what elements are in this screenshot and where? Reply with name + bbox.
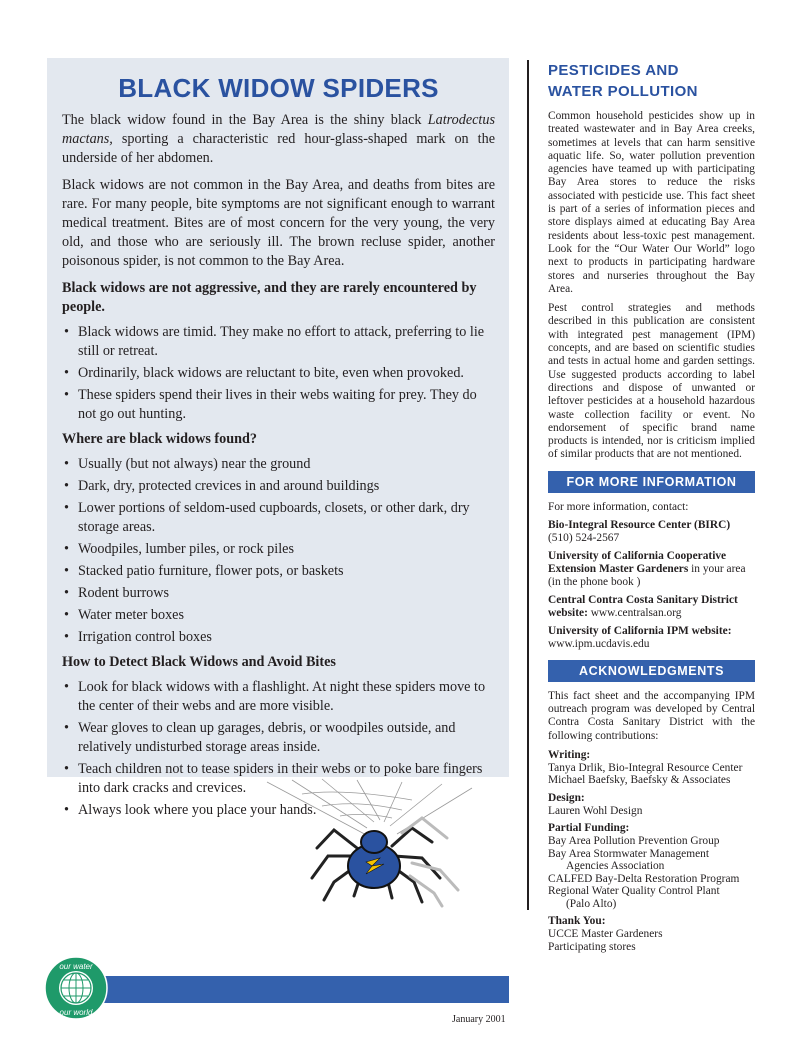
where-list bbox=[62, 455, 495, 647]
ack-design bbox=[548, 792, 755, 818]
list-item: • Always look where you place your hands. bbox=[64, 802, 317, 818]
list-item: • Rodent burrows bbox=[64, 585, 170, 601]
acknowledgments-banner: ACKNOWLEDGMENTS bbox=[548, 660, 755, 682]
list-item: • Wear gloves to clean up garages, debris, or woodpiles outside, and relatively undisturbed storage areas inside. bbox=[64, 720, 456, 755]
list-item: • Ordinarily, black widows are reluctant to bite, even when provoked. bbox=[64, 365, 464, 381]
contact-website[interactable]: www.ipm.ucdavis.edu bbox=[548, 637, 650, 650]
column-divider bbox=[527, 60, 529, 910]
section-heading-detect: How to Detect Black Widows and Avoid Bites bbox=[62, 654, 336, 670]
bullet-icon: • bbox=[64, 478, 69, 494]
ack-writing bbox=[548, 749, 755, 787]
ack-line: UCCE Master Gardeners bbox=[548, 928, 663, 941]
list-item: • Lower portions of seldom-used cupboards, closets, or other dark, dry storage areas. bbox=[64, 500, 470, 535]
intro-text-end: sporting a characteristic red hour-glass-shaped mark on the underside of her abdomen. bbox=[62, 131, 495, 166]
bullet-icon: • bbox=[64, 679, 69, 695]
list-item: • Usually (but not always) near the ground bbox=[64, 456, 311, 472]
contact-name: University of California Cooperative Extension Master Gardeners bbox=[548, 549, 727, 575]
publication-date: January 2001 bbox=[452, 1014, 506, 1025]
intro-paragraph bbox=[62, 111, 495, 168]
ack-heading: Partial Funding: bbox=[548, 822, 630, 835]
ack-line: Agencies Association bbox=[566, 860, 665, 873]
bullet-icon: • bbox=[64, 607, 69, 623]
bullet-icon: • bbox=[64, 585, 69, 601]
ack-intro: This fact sheet and the accompanying IPM outreach program was developed by Central Contra Costa Sanitary District with the following contributions: bbox=[548, 689, 755, 742]
list-item: • Stacked patio furniture, flower pots, or baskets bbox=[64, 563, 344, 579]
ack-thanks bbox=[548, 915, 755, 953]
bullet-icon: • bbox=[64, 365, 69, 381]
ack-funding bbox=[548, 822, 755, 910]
pesticides-paragraph: Common household pesticides show up in treated wastewater and in Bay Area creeks, sometimes at levels that can harm sensitive aquatic life. So, water pollution prevention agencies have teamed up with participating Bay Area stores to reduce the risks associated with pesticide use. This fact sheet is part of a series of information pieces and store displays aimed at educating Bay Area residents about less-toxic pest management. Look for the “Our Water Our World” logo next to products in participating hardware stores and nurseries throughout the Bay Area. bbox=[548, 110, 755, 295]
black-widow-panel bbox=[47, 58, 509, 818]
more-info-banner: FOR MORE INFORMATION bbox=[548, 471, 755, 493]
bullet-icon: • bbox=[64, 324, 69, 340]
bullet-icon: • bbox=[64, 761, 69, 777]
spider-head bbox=[361, 831, 387, 853]
ack-line: Tanya Drlik, Bio-Integral Resource Center bbox=[548, 761, 743, 774]
bullet-icon: • bbox=[64, 802, 69, 818]
ack-line: Regional Water Quality Control Plant bbox=[548, 885, 720, 898]
bullet-icon: • bbox=[64, 387, 69, 403]
contact-website[interactable]: www.centralsan.org bbox=[587, 606, 682, 619]
ack-heading: Writing: bbox=[548, 748, 591, 761]
bullet-icon: • bbox=[64, 720, 69, 736]
ack-line: Bay Area Stormwater Management bbox=[548, 847, 709, 860]
spider-illustration bbox=[262, 778, 482, 908]
bullet-icon: • bbox=[64, 541, 69, 557]
species-name: Latrodectus mactans, bbox=[62, 112, 495, 147]
list-item: • Irrigation control boxes bbox=[64, 629, 212, 645]
contact-name: Central Contra Costa Sanitary District website: bbox=[548, 593, 738, 619]
bullet-icon: • bbox=[64, 500, 69, 516]
ack-line: CALFED Bay-Delta Restoration Program bbox=[548, 872, 740, 885]
contact-name: University of California IPM website: bbox=[548, 624, 732, 637]
rarity-paragraph: Black widows are not common in the Bay Area, and deaths from bites are rare. For many people, bite symptoms are not significant enough to warrant medical treatment. Bites are of most concern for the very young, the very old, and those who are seriously ill. The brown recluse spider, another poisonous spider, is not common to the Bay Area. bbox=[62, 177, 495, 269]
list-item: • Dark, dry, protected crevices in and around buildings bbox=[64, 478, 380, 494]
section-heading-where: Where are black widows found? bbox=[62, 431, 257, 447]
ack-line: Participating stores bbox=[548, 940, 636, 953]
ack-heading: Design: bbox=[548, 791, 585, 804]
more-info-intro: For more information, contact: bbox=[548, 500, 689, 513]
contact-ucce bbox=[548, 550, 755, 589]
footer-bar bbox=[88, 976, 509, 1003]
web-lines bbox=[267, 779, 472, 838]
sidebar-title bbox=[548, 60, 755, 102]
ipm-paragraph: Pest control strategies and methods described in this publication are consistent with integrated pest management (IPM) concepts, and are based on scientific studies and tests in actual home and garden settings. Use suggested products according to label directions and dispose of unwanted or leftover pesticides at a household hazardous waste collection facility or event. No endorsement of specific brand name products is intended, nor is criticism implied of similar products that are not mentioned. bbox=[548, 302, 755, 461]
page-title: BLACK WIDOW SPIDERS bbox=[118, 73, 439, 103]
bullet-icon: • bbox=[64, 456, 69, 472]
contact-ccsd bbox=[548, 594, 755, 620]
sidebar-title-line: PESTICIDES AND bbox=[548, 62, 679, 79]
ack-line: Bay Area Pollution Prevention Group bbox=[548, 835, 720, 848]
list-item: • Water meter boxes bbox=[64, 607, 185, 623]
our-water-our-world-logo bbox=[44, 956, 108, 1020]
contact-name: Bio-Integral Resource Center (BIRC) bbox=[548, 518, 731, 531]
ack-line: Michael Baefsky, Baefsky & Associates bbox=[548, 774, 731, 787]
ack-heading: Thank You: bbox=[548, 915, 606, 928]
ack-line: (Palo Alto) bbox=[566, 897, 617, 910]
list-item: • Woodpiles, lumber piles, or rock piles bbox=[64, 541, 294, 557]
sidebar-title-line: WATER POLLUTION bbox=[548, 83, 698, 100]
section-heading-aggressive: Black widows are not aggressive, and they are rarely encountered by people. bbox=[62, 280, 477, 315]
contact-ucipm bbox=[548, 625, 755, 651]
list-item: • Look for black widows with a flashlight. At night these spiders move to the center of their webs and are more visible. bbox=[64, 679, 486, 714]
aggressive-list bbox=[62, 323, 495, 424]
contact-phone: (510) 524-2567 bbox=[548, 531, 620, 544]
list-item: • Teach children not to tease spiders in their webs or to poke bare fingers into dark cracks and crevices. bbox=[64, 761, 483, 796]
contact-detail: in your area (in the phone book ) bbox=[548, 562, 746, 588]
bullet-icon: • bbox=[64, 629, 69, 645]
intro-text: The black widow found in the Bay Area is the shiny black bbox=[62, 112, 428, 128]
list-item: • Black widows are timid. They make no effort to attack, preferring to lie still or retreat. bbox=[64, 324, 485, 359]
ack-line: Lauren Wohl Design bbox=[548, 804, 643, 817]
sidebar bbox=[548, 60, 755, 958]
logo-text-top: our water bbox=[59, 962, 93, 971]
logo-text-bottom: our world bbox=[59, 1008, 93, 1017]
contact-birc bbox=[548, 519, 755, 545]
bullet-icon: • bbox=[64, 563, 69, 579]
list-item: • These spiders spend their lives in their webs waiting for prey. They do not go out hunting. bbox=[64, 387, 477, 422]
